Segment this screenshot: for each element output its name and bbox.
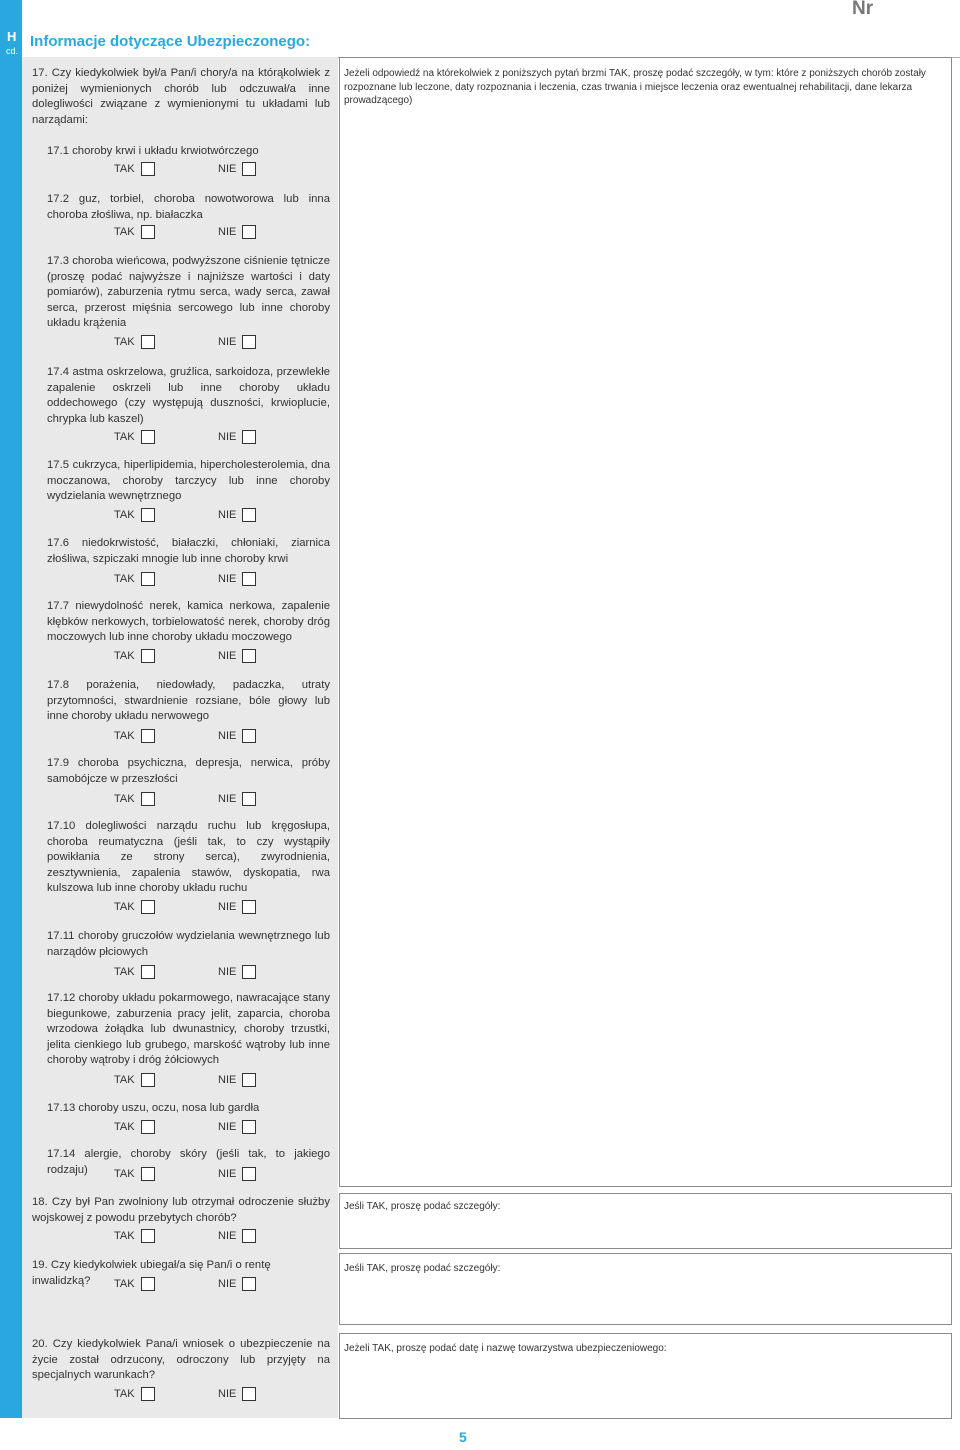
q17-item [47,929,330,960]
q17-item [47,599,330,646]
no-checkbox[interactable] [242,792,256,806]
q18-question: 18. Czy był Pan zwolniony lub otrzymał odroczenie służby wojskowej z powodu przebytych chorób? [32,1196,330,1224]
yes-checkbox[interactable] [141,1229,155,1243]
q17-item-text: choroby uszu, oczu, nosa lub gardła [78,1102,260,1114]
q20-answer-row [0,1386,330,1402]
yes-label: TAK [114,1121,135,1133]
q17-item-answer-row [0,161,330,177]
no-label: NIE [218,1230,237,1242]
q18-answer-row [0,1228,330,1244]
q17-item-answer-row [0,648,330,664]
q17-item-answer-row [0,334,330,350]
q19-answer-row [0,1276,330,1292]
yes-checkbox[interactable] [141,1120,155,1134]
q17-item-text: dolegliwości narządu ruchu lub kręgosłupa, choroba reumatyczna (jeśli tak, to czy wystąpiły powikłania ze strony serca), zwyrodnienia, zesztywnienia, zapalenia stawów, dyskopatia, rwa kulszowa lub inne choroby układu ruchu [47,820,330,895]
q20-details-label: Jeżeli TAK, proszę podać datę i nazwę towarzystwa ubezpieczeniowego: [344,1343,667,1354]
yes-checkbox[interactable] [141,1277,155,1291]
yes-label: TAK [114,163,135,175]
q17-item [47,458,330,505]
no-label: NIE [218,901,237,913]
yes-label: TAK [114,573,135,585]
no-checkbox[interactable] [242,900,256,914]
no-label: NIE [218,573,237,585]
q17-item [47,678,330,725]
q19-question: 19. Czy kiedykolwiek ubiegał/a się Pan/i o rentę inwalidzką? [32,1259,271,1287]
no-label: NIE [218,509,237,521]
no-label: NIE [218,163,237,175]
q17-item-answer-row [0,791,330,807]
q17-item [47,365,330,427]
yes-checkbox[interactable] [141,1167,155,1181]
q17-item [47,192,330,223]
no-label: NIE [218,1074,237,1086]
q17-item-text: guz, torbiel, choroba nowotworowa lub inna choroba złośliwa, np. białaczka [47,193,330,221]
no-checkbox[interactable] [242,1120,256,1134]
q17-item [47,991,330,1069]
q17-item-answer-row [0,1166,330,1182]
yes-label: TAK [114,966,135,978]
q17-item-text: choroby gruczołów wydzielania wewnętrznego lub narządów płciowych [47,930,330,958]
no-checkbox[interactable] [242,225,256,239]
section-letter: H [7,29,17,44]
yes-checkbox[interactable] [141,900,155,914]
q17-item-text: porażenia, niedowłady, padaczka, utraty przytomności, stwardnienie rozsiane, bóle głowy lub inne choroby układu nerwowego [47,679,330,723]
yes-label: TAK [114,226,135,238]
section-title: Informacje dotyczące Ubezpieczonego: [30,33,311,50]
yes-label: TAK [114,431,135,443]
yes-checkbox[interactable] [141,965,155,979]
no-label: NIE [218,966,237,978]
no-label: NIE [218,730,237,742]
q17-item-answer-row [0,728,330,744]
q17-item-number: 17.4 [47,366,69,378]
no-label: NIE [218,336,237,348]
q17-item [47,254,330,332]
yes-checkbox[interactable] [141,162,155,176]
yes-checkbox[interactable] [141,729,155,743]
nr-label: Nr [852,0,874,19]
q17-item-number: 17.11 [47,930,75,942]
q17-item [47,756,330,787]
q17-item-answer-row [0,899,330,915]
no-label: NIE [218,1168,237,1180]
no-checkbox[interactable] [242,162,256,176]
q17-item-text: choroba psychiczna, depresja, nerwica, próby samobójcze w przeszłości [47,757,330,785]
no-checkbox[interactable] [242,572,256,586]
yes-checkbox[interactable] [141,335,155,349]
q17-item [47,536,330,567]
section-strip [0,0,22,1418]
q17-item [47,1101,330,1117]
page-number: 5 [459,1429,467,1445]
q20-question: 20. Czy kiedykolwiek Pana/i wniosek o ubezpieczenie na życie został odrzucony, odroczony lub przyjęty na specjalnych warunkach? [32,1338,330,1382]
yes-label: TAK [114,1278,135,1290]
q17-item-answer-row [0,224,330,240]
q17-item-text: cukrzyca, hiperlipidemia, hipercholesterolemia, dna moczanowa, choroby tarczycy lub inne choroby wydzielania wewnętrznego [47,459,330,503]
no-label: NIE [218,650,237,662]
no-label: NIE [218,1388,237,1400]
yes-label: TAK [114,730,135,742]
q17-item-answer-row [0,507,330,523]
no-label: NIE [218,431,237,443]
yes-checkbox[interactable] [141,508,155,522]
q17-item [47,819,330,897]
q18-details-label: Jeśli TAK, proszę podać szczegóły: [344,1201,501,1212]
q17-item-number: 17.9 [47,757,69,769]
section-continued-label: cd. [6,46,19,56]
no-checkbox[interactable] [242,508,256,522]
q17-item-answer-row [0,1119,330,1135]
q17-item-answer-row [0,1072,330,1088]
q17-details-label: Jeżeli odpowiedź na którekolwiek z poniższych pytań brzmi TAK, proszę podać szczegóły, w tym: które z poniższych chorób zostały rozpoznane lub leczone, daty rozpoznania i leczenia, czas trwania i miejsce leczenia oraz ewentualnej rehabilitacji, dane lekarza prowadzącego) [344,68,926,106]
yes-checkbox[interactable] [141,1387,155,1401]
yes-label: TAK [114,793,135,805]
no-checkbox[interactable] [242,1387,256,1401]
q17-item-number: 17.12 [47,992,76,1004]
q17-item-text: choroby krwi i układu krwiotwórczego [72,145,259,157]
yes-label: TAK [114,901,135,913]
yes-checkbox[interactable] [141,649,155,663]
q17-item-text: choroba wieńcowa, podwyższone ciśnienie tętnicze (proszę podać najwyższe i najniższe wartości i daty pomiarów), zaburzenia rytmu serca, wady serca, zawał serca, przerost mięśnia sercowego lub inne choroby układu krążenia [47,255,330,330]
yes-checkbox[interactable] [141,572,155,586]
q17-item-number: 17.2 [47,193,69,205]
no-checkbox[interactable] [242,1229,256,1243]
yes-checkbox[interactable] [141,225,155,239]
no-checkbox[interactable] [242,649,256,663]
yes-checkbox[interactable] [141,430,155,444]
no-checkbox[interactable] [242,430,256,444]
yes-label: TAK [114,336,135,348]
no-checkbox[interactable] [242,1167,256,1181]
no-checkbox[interactable] [242,729,256,743]
yes-label: TAK [114,509,135,521]
q17-item [47,144,330,160]
q17-item-number: 17.13 [47,1102,76,1114]
no-checkbox[interactable] [242,1073,256,1087]
q17-item-text: astma oskrzelowa, gruźlica, sarkoidoza, przewlekłe zapalenie oskrzeli lub inne choroby układu oddechowego (czy występują duszności, krwioplucie, chrypka lub kaszel) [47,366,331,425]
q17-item-answer-row [0,964,330,980]
q17-item-number: 17.6 [47,537,69,549]
yes-label: TAK [114,1168,135,1180]
no-checkbox[interactable] [242,965,256,979]
yes-checkbox[interactable] [141,792,155,806]
yes-label: TAK [114,1388,135,1400]
no-label: NIE [218,793,237,805]
q17-item-number: 17.14 [47,1148,76,1160]
q17-item-number: 17.5 [47,459,69,471]
q17-item-number: 17.10 [47,820,76,832]
q17-item-answer-row [0,571,330,587]
yes-label: TAK [114,1230,135,1242]
q17-item-answer-row [0,429,330,445]
no-checkbox[interactable] [242,1277,256,1291]
yes-label: TAK [114,650,135,662]
q17-question: 17. Czy kiedykolwiek był/a Pan/i chory/a na którąkolwiek z poniżej wymienionych chorób lub odczuwał/a inne dolegliwości związane z wymienionymi tu układami lub narządami: [32,67,330,126]
q19-details-label: Jeśli TAK, proszę podać szczegóły: [344,1263,501,1274]
yes-label: TAK [114,1074,135,1086]
no-label: NIE [218,226,237,238]
q17-details-box[interactable] [339,57,952,1187]
yes-checkbox[interactable] [141,1073,155,1087]
q17-item-number: 17.3 [47,255,69,267]
no-label: NIE [218,1278,237,1290]
q17-item-text: niewydolność nerek, kamica nerkowa, zapalenie kłębków nerkowych, torbielowatość nerek, choroby dróg moczowych lub inne choroby układu moczowego [47,600,330,644]
no-checkbox[interactable] [242,335,256,349]
no-label: NIE [218,1121,237,1133]
q17-item-number: 17.7 [47,600,69,612]
q17-item-text: alergie, choroby skóry (jeśli tak, to jakiego rodzaju) [47,1148,331,1176]
q17-item-number: 17.8 [47,679,69,691]
q17-item-number: 17.1 [47,145,69,157]
q17-item-text: choroby układu pokarmowego, nawracające stany biegunkowe, zaburzenia pracy jelit, zaparcia, choroba wrzodowa żołądka lub dwunastnicy, choroby trzustki, jelita cienkiego lub grubego, marskość wątroby lub inne choroby wątroby i dróg żółciowych [47,992,330,1067]
q17-item-text: niedokrwistość, białaczki, chłoniaki, ziarnica złośliwa, szpiczaki mnogie lub inne choroby krwi [47,537,330,565]
